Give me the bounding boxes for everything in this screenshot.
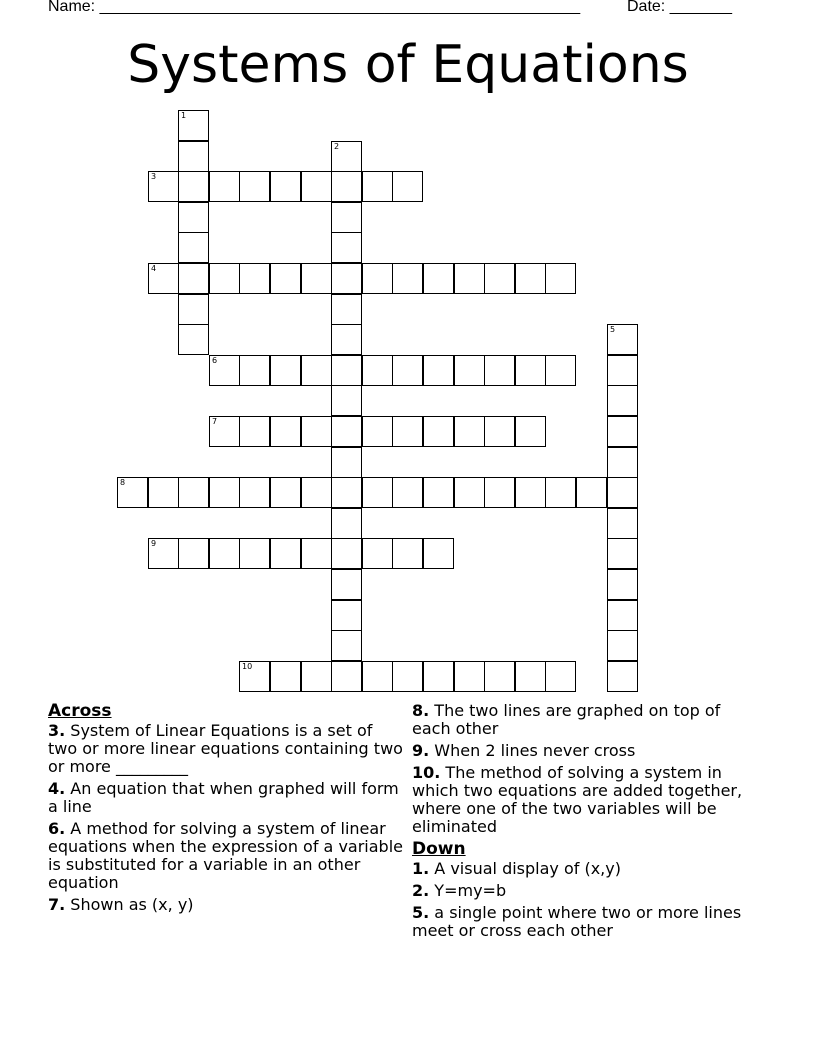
clue-across-4	[48, 780, 406, 816]
clue-number: 5.	[412, 903, 430, 922]
crossword-cell[interactable]	[545, 661, 576, 692]
crossword-cell[interactable]	[178, 202, 209, 233]
crossword-cell[interactable]	[515, 263, 546, 294]
clue-number: 10.	[412, 763, 441, 782]
clue-number-label: 9	[151, 539, 157, 548]
crossword-cell[interactable]	[331, 324, 362, 355]
clue-text: a single point where two or more lines meet or cross each other	[412, 903, 742, 940]
crossword-cell[interactable]	[484, 416, 515, 447]
crossword-cell[interactable]	[392, 355, 423, 386]
crossword-cell[interactable]	[331, 232, 362, 263]
clue-down-5	[412, 904, 762, 940]
crossword-cell[interactable]	[454, 263, 485, 294]
crossword-cell[interactable]	[515, 477, 546, 508]
crossword-cell[interactable]	[362, 171, 393, 202]
crossword-cell[interactable]	[484, 477, 515, 508]
crossword-cell[interactable]	[484, 661, 515, 692]
crossword-cell[interactable]	[209, 263, 240, 294]
clue-text: When 2 lines never cross	[429, 741, 636, 760]
crossword-cell[interactable]	[270, 263, 301, 294]
crossword-cell[interactable]	[270, 538, 301, 569]
crossword-cell[interactable]	[209, 538, 240, 569]
crossword-cell[interactable]	[178, 477, 209, 508]
crossword-cell[interactable]	[392, 263, 423, 294]
clue-across-3	[48, 722, 406, 776]
crossword-cell[interactable]	[270, 477, 301, 508]
clue-number-label: 2	[334, 142, 340, 151]
down-heading: Down	[412, 839, 466, 859]
clue-number: 9.	[412, 741, 430, 760]
crossword-cell[interactable]	[362, 477, 393, 508]
clue-number: 1.	[412, 859, 430, 878]
crossword-cell[interactable]	[607, 324, 638, 355]
crossword-cell[interactable]	[423, 477, 454, 508]
clue-down-2	[412, 882, 762, 900]
crossword-cell[interactable]	[423, 263, 454, 294]
across-heading: Across	[48, 701, 112, 721]
crossword-cell[interactable]	[301, 661, 332, 692]
name-field-label: Name: ______________________________________________________	[48, 0, 581, 15]
clue-text: A visual display of (x,y)	[429, 859, 621, 878]
clue-number-label: 6	[212, 356, 218, 365]
clue-text: The method of solving a system in which two equations are added together, where one of the two variables will be eliminated	[412, 763, 743, 836]
crossword-cell[interactable]	[607, 477, 638, 508]
crossword-cell[interactable]	[607, 385, 638, 416]
crossword-cell[interactable]	[362, 263, 393, 294]
crossword-cell[interactable]	[331, 294, 362, 325]
clue-number: 3.	[48, 721, 66, 740]
clues-column-right	[412, 702, 762, 944]
clue-text: System of Linear Equations is a set of two or more linear equations containing two or more _________	[48, 721, 403, 776]
clue-text: An equation that when graphed will form a line	[48, 779, 399, 816]
crossword-cell[interactable]	[270, 661, 301, 692]
clue-number-label: 5	[610, 325, 616, 334]
clue-across-7	[48, 896, 406, 914]
crossword-cell[interactable]	[209, 477, 240, 508]
crossword-cell[interactable]	[545, 263, 576, 294]
crossword-cell[interactable]	[301, 355, 332, 386]
crossword-cell[interactable]	[515, 661, 546, 692]
crossword-cell[interactable]	[331, 569, 362, 600]
clue-number-label: 3	[151, 172, 157, 181]
crossword-cell[interactable]	[454, 477, 485, 508]
clue-number: 4.	[48, 779, 66, 798]
crossword-cell[interactable]	[392, 171, 423, 202]
crossword-cell[interactable]	[331, 630, 362, 661]
crossword-cell[interactable]	[607, 538, 638, 569]
clue-across-6	[48, 820, 406, 892]
crossword-cell[interactable]	[331, 477, 362, 508]
crossword-cell[interactable]	[331, 385, 362, 416]
crossword-cell[interactable]	[515, 416, 546, 447]
crossword-cell[interactable]	[607, 630, 638, 661]
crossword-cell[interactable]	[301, 416, 332, 447]
crossword-cell[interactable]	[301, 538, 332, 569]
crossword-cell[interactable]	[178, 538, 209, 569]
crossword-cell[interactable]	[148, 171, 179, 202]
crossword-cell[interactable]	[239, 416, 270, 447]
crossword-cell[interactable]	[331, 202, 362, 233]
crossword-cell[interactable]	[117, 477, 148, 508]
crossword-cell[interactable]	[331, 508, 362, 539]
crossword-cell[interactable]	[423, 661, 454, 692]
crossword-cell[interactable]	[454, 416, 485, 447]
crossword-cell[interactable]	[301, 477, 332, 508]
crossword-cell[interactable]	[148, 538, 179, 569]
clue-number: 6.	[48, 819, 66, 838]
clue-across-9	[412, 742, 762, 760]
crossword-cell[interactable]	[270, 355, 301, 386]
crossword-cell[interactable]	[239, 661, 270, 692]
crossword-cell[interactable]	[484, 355, 515, 386]
crossword-cell[interactable]	[423, 538, 454, 569]
crossword-cell[interactable]	[331, 661, 362, 692]
crossword-cell[interactable]	[331, 538, 362, 569]
crossword-cell[interactable]	[331, 141, 362, 172]
clue-number: 7.	[48, 895, 66, 914]
crossword-cell[interactable]	[484, 263, 515, 294]
crossword-cell[interactable]	[392, 416, 423, 447]
crossword-cell[interactable]	[362, 538, 393, 569]
crossword-cell[interactable]	[362, 355, 393, 386]
crossword-cell[interactable]	[607, 600, 638, 631]
crossword-cell[interactable]	[607, 447, 638, 478]
crossword-cell[interactable]	[331, 263, 362, 294]
crossword-cell[interactable]	[392, 538, 423, 569]
date-field-label: Date: _______	[627, 0, 732, 15]
crossword-cell[interactable]	[392, 477, 423, 508]
clue-text: The two lines are graphed on top of each other	[412, 701, 721, 738]
clue-number-label: 7	[212, 417, 218, 426]
crossword-cell[interactable]	[209, 416, 240, 447]
crossword-cell[interactable]	[545, 355, 576, 386]
crossword-cell[interactable]	[209, 355, 240, 386]
crossword-cell[interactable]	[454, 355, 485, 386]
clue-across-10	[412, 764, 762, 836]
crossword-cell[interactable]	[148, 263, 179, 294]
crossword-cell[interactable]	[362, 661, 393, 692]
crossword-cell[interactable]	[392, 661, 423, 692]
crossword-cell[interactable]	[607, 416, 638, 447]
crossword-cell[interactable]	[270, 416, 301, 447]
clue-down-1	[412, 860, 762, 878]
crossword-cell[interactable]	[178, 294, 209, 325]
crossword-cell[interactable]	[454, 661, 485, 692]
crossword-cell[interactable]	[209, 171, 240, 202]
crossword-cell[interactable]	[239, 171, 270, 202]
clue-number-label: 8	[120, 478, 126, 487]
crossword-cell[interactable]	[331, 355, 362, 386]
clue-number: 8.	[412, 701, 430, 720]
crossword-cell[interactable]	[178, 263, 209, 294]
clue-text: Y=my=b	[429, 881, 507, 900]
crossword-cell[interactable]	[331, 600, 362, 631]
crossword-cell[interactable]	[178, 110, 209, 141]
crossword-cell[interactable]	[239, 477, 270, 508]
crossword-cell[interactable]	[178, 141, 209, 172]
page-title: Systems of Equations	[127, 35, 689, 95]
crossword-cell[interactable]	[607, 355, 638, 386]
crossword-cell[interactable]	[423, 355, 454, 386]
clue-number-label: 4	[151, 264, 157, 273]
crossword-cell[interactable]	[301, 171, 332, 202]
crossword-cell[interactable]	[362, 416, 393, 447]
crossword-cell[interactable]	[178, 171, 209, 202]
crossword-cell[interactable]	[178, 232, 209, 263]
crossword-cell[interactable]	[148, 477, 179, 508]
clue-text: A method for solving a system of linear equations when the expression of a variable is substituted for a variable in an other equation	[48, 819, 403, 892]
clue-number: 2.	[412, 881, 430, 900]
crossword-cell[interactable]	[301, 263, 332, 294]
clue-number-label: 10	[242, 662, 253, 671]
crossword-cell[interactable]	[178, 324, 209, 355]
crossword-cell[interactable]	[331, 447, 362, 478]
clue-across-8	[412, 702, 762, 738]
crossword-cell[interactable]	[545, 477, 576, 508]
crossword-cell[interactable]	[270, 171, 301, 202]
crossword-cell[interactable]	[607, 661, 638, 692]
clue-number-label: 1	[181, 111, 187, 120]
crossword-cell[interactable]	[239, 263, 270, 294]
clues-column-left	[48, 702, 406, 918]
crossword-cell[interactable]	[423, 416, 454, 447]
crossword-cell[interactable]	[607, 569, 638, 600]
crossword-cell[interactable]	[515, 355, 546, 386]
crossword-cell[interactable]	[331, 416, 362, 447]
clue-text: Shown as (x, y)	[65, 895, 194, 914]
crossword-cell[interactable]	[331, 171, 362, 202]
crossword-cell[interactable]	[239, 538, 270, 569]
crossword-cell[interactable]	[239, 355, 270, 386]
crossword-cell[interactable]	[607, 508, 638, 539]
crossword-cell[interactable]	[576, 477, 607, 508]
